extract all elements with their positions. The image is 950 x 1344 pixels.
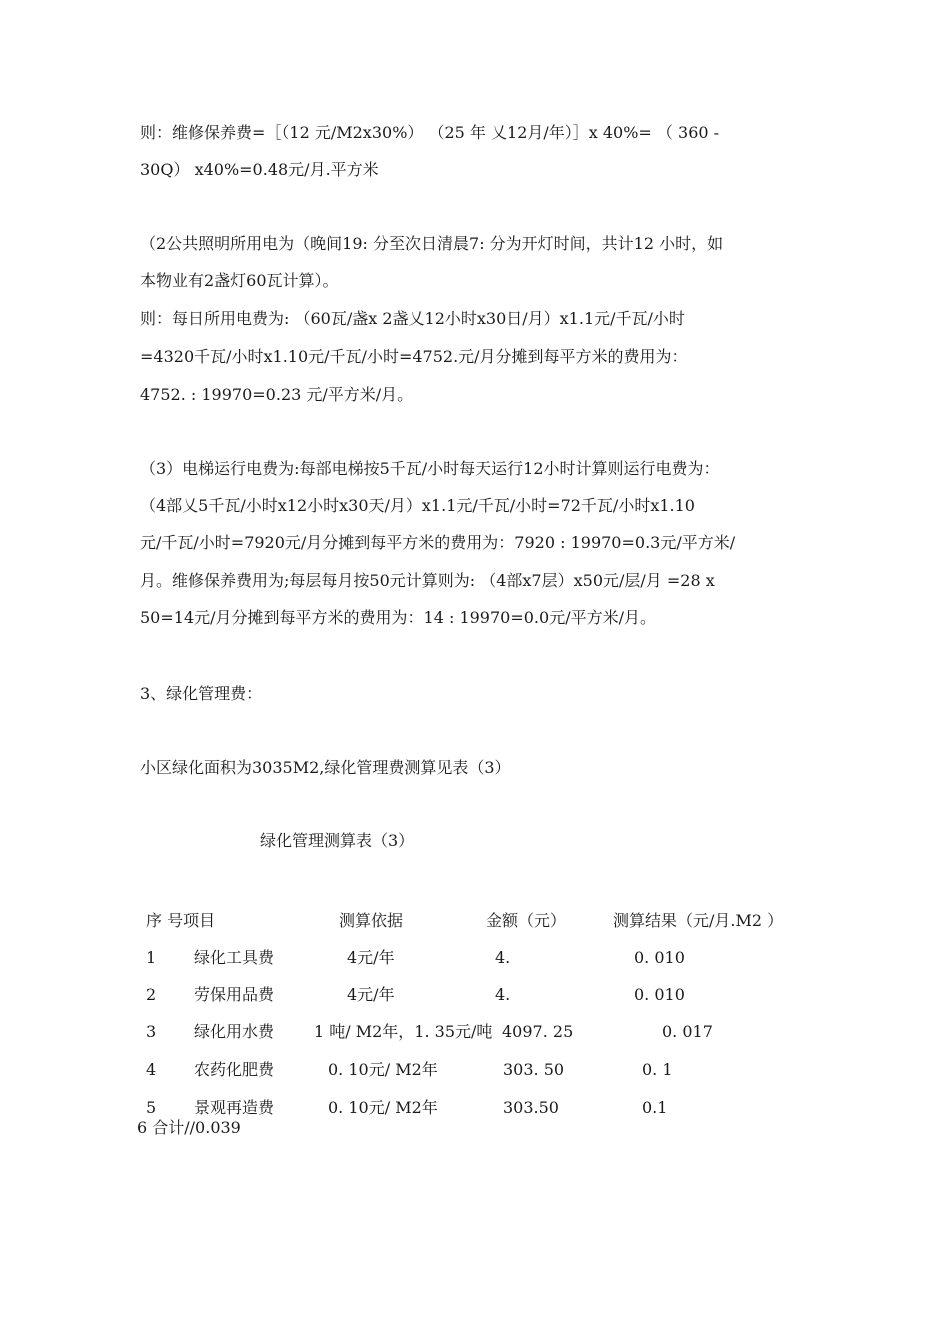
row-amount: 303. 50 (503, 1060, 565, 1079)
row-basis: 4元/年 (347, 985, 395, 1004)
paragraph-line: 元/千瓦/小时=7920元/月分摊到每平方米的费用为：7920 : 19970=0.3元/平方米/ (140, 533, 736, 552)
row-item: 景观再造费 (194, 1098, 275, 1117)
paragraph-line: 4752. : 19970=0.23 元/平方米/月。 (140, 385, 414, 404)
header-amount: 金额（元） (486, 911, 567, 930)
paragraph-line: 30Q） x40%=0.48元/月.平方米 (140, 160, 379, 179)
paragraph-line: 本物业有2盏灯60瓦计算）。 (140, 271, 339, 290)
section-heading: 3、绿化管理费： (140, 684, 263, 703)
intro-text: 小区绿化面积为3035M2,绿化管理费测算见表（3） (140, 758, 511, 777)
header-result: 测算结果（元/月.M2 ） (613, 911, 784, 930)
row-result: 0. 010 (634, 985, 685, 1004)
row-basis: 0. 10元/ M2年 (328, 1060, 438, 1079)
row-basis: 0. 10元/ M2年 (328, 1098, 438, 1117)
header-seq-item: 序 号项目 (146, 911, 216, 930)
paragraph-line: （3）电梯运行电费为:每部电梯按5千瓦/小时每天运行12小时计算则运行电费为： (140, 459, 720, 478)
row-item: 绿化用水费 (194, 1022, 275, 1041)
header-basis: 测算依据 (339, 911, 404, 930)
row-result: 0. 017 (662, 1022, 713, 1041)
row-item: 绿化工具费 (194, 948, 275, 967)
row-amount: 4097. 25 (502, 1022, 574, 1041)
paragraph-line: （2公共照明所用电为（晚间19: 分至次日清晨7: 分为开灯时间，共计12 小时，如 (140, 234, 724, 253)
paragraph-line: 50=14元/月分摊到每平方米的费用为：14 : 19970=0.0元/平方米/月。 (140, 608, 656, 627)
row-result: 0. 1 (642, 1060, 673, 1079)
row-result: 0.1 (642, 1098, 668, 1117)
row-number: 1 (146, 948, 157, 967)
table-total: 6 合计//0.039 (137, 1118, 241, 1137)
row-item: 劳保用品费 (194, 985, 275, 1004)
row-result: 0. 010 (634, 948, 685, 967)
row-amount: 4. (495, 985, 511, 1004)
paragraph-line: （4部乂5千瓦/小时x12小时x30天/月）x1.1元/千瓦/小时=72千瓦/小时x1.10 (140, 496, 695, 515)
row-number: 2 (146, 985, 157, 1004)
row-number: 5 (146, 1098, 157, 1117)
row-number: 3 (146, 1022, 157, 1041)
paragraph-line: 月。维修保养费用为;每层每月按50元计算则为: （4部x7层）x50元/层/月 =28 x (140, 571, 715, 590)
row-amount: 303.50 (503, 1098, 559, 1117)
paragraph-line: 则：维修保养费=［（12 元/M2x30%） （25 年 乂12月/年）］x 40%= （ 360 - (140, 123, 720, 142)
table-title: 绿化管理测算表（3） (260, 831, 415, 850)
row-amount: 4. (495, 948, 511, 967)
row-number: 4 (146, 1060, 157, 1079)
row-item: 农药化肥费 (194, 1060, 275, 1079)
row-basis: 1 吨/ M2年，1. 35元/吨 (314, 1022, 493, 1041)
paragraph-line: =4320千瓦/小时x1.10元/千瓦/小时=4752.元/月分摊到每平方米的费用为： (140, 347, 688, 366)
paragraph-line: 则：每日所用电费为: （60瓦/盏x 2盏乂12小时x30日/月）x1.1元/千瓦/小时 (140, 309, 685, 328)
row-basis: 4元/年 (347, 948, 395, 967)
